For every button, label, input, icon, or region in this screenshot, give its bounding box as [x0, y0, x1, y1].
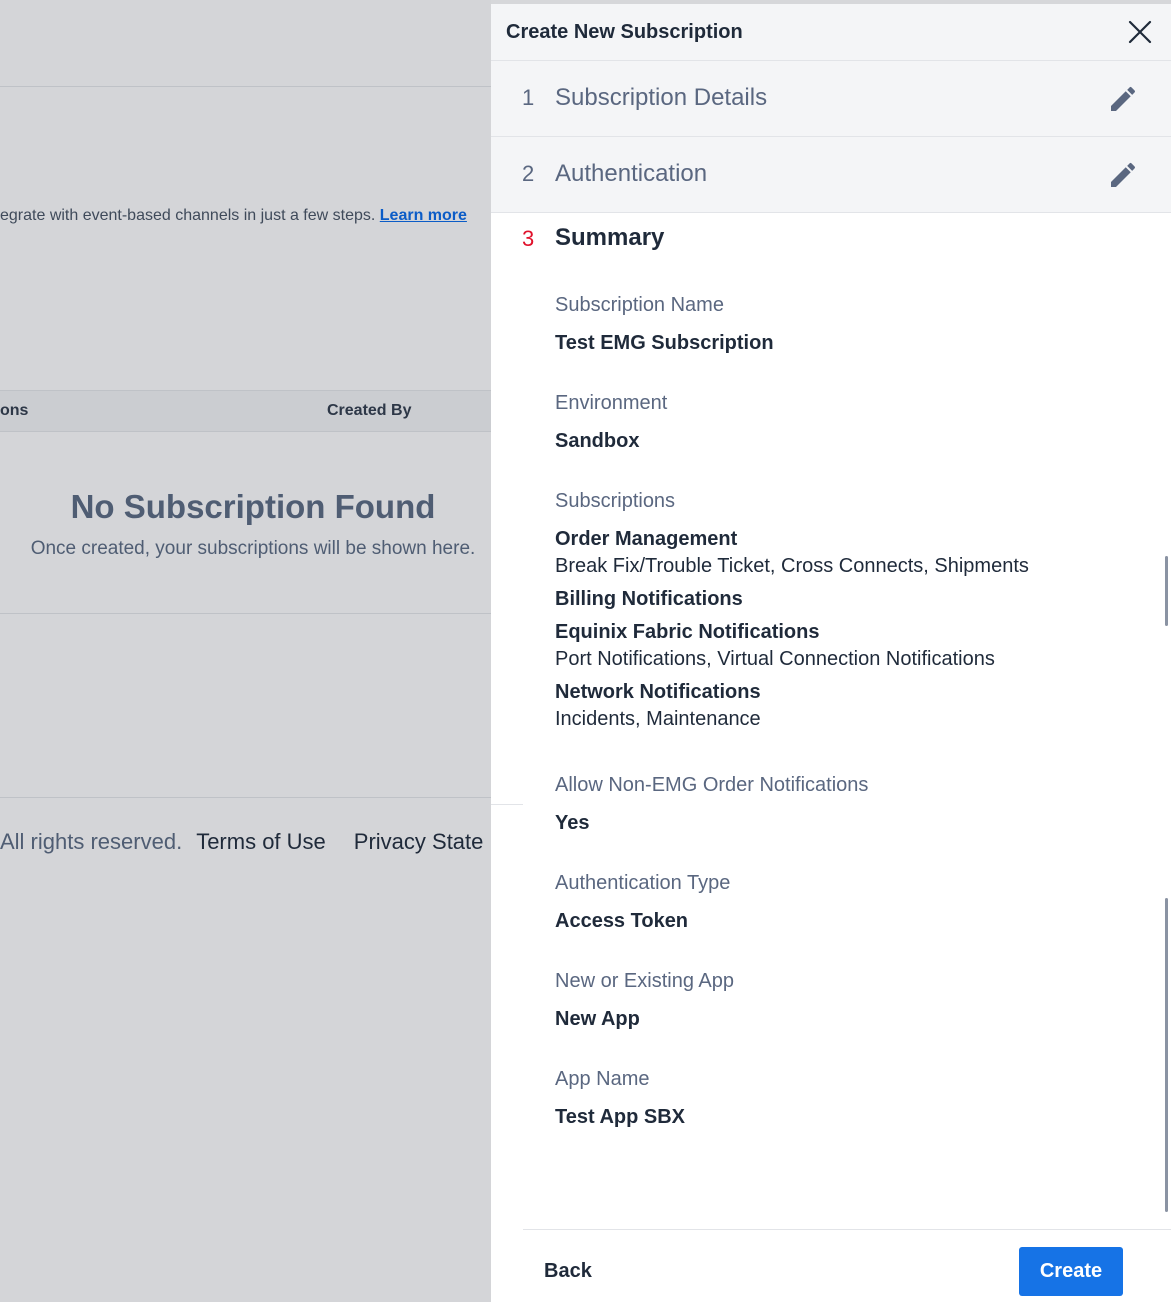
edit-authentication-button[interactable] [1107, 159, 1139, 191]
scrollbar-thumb[interactable] [1165, 556, 1168, 626]
page-footer [0, 829, 483, 855]
authentication-type-value: Access Token [555, 910, 689, 932]
subscription-group-name: Equinix Fabric Notifications [555, 621, 820, 643]
step-label-summary: Summary [555, 224, 665, 251]
edit-subscription-details-button[interactable] [1107, 83, 1139, 115]
subscription-group-name: Order Management [555, 528, 738, 550]
create-subscription-drawer [491, 4, 1171, 1302]
divider [0, 86, 491, 87]
authentication-type-label: Authentication Type [555, 872, 731, 894]
drawer-footer [523, 1229, 1171, 1302]
subscriptions-label: Subscriptions [555, 490, 676, 512]
drawer-title: Create New Subscription [506, 21, 743, 43]
subscription-group-detail: Break Fix/Trouble Ticket, Cross Connects, Shipments [555, 555, 1029, 577]
empty-state-title: No Subscription Found [70, 488, 436, 525]
allow-non-emg-label: Allow Non-EMG Order Notifications [555, 774, 869, 796]
subscription-group-name: Billing Notifications [555, 588, 743, 610]
intro-text-body: egrate with event-based channels in just a few steps. [0, 207, 380, 224]
environment-label: Environment [555, 392, 668, 414]
privacy-statement-link[interactable]: Privacy State [353, 829, 484, 854]
drawer-header [491, 4, 1171, 61]
app-name-value: Test App SBX [555, 1106, 686, 1128]
intro-text [0, 207, 467, 225]
close-button[interactable] [1125, 17, 1155, 47]
learn-more-link[interactable]: Learn more [379, 207, 467, 224]
copyright-text: All rights reserved. [0, 829, 183, 854]
step-authentication [491, 137, 1171, 213]
step-subscription-details [491, 61, 1171, 137]
table-header [0, 390, 491, 432]
subscription-name-label: Subscription Name [555, 294, 724, 316]
footer-divider [0, 797, 491, 798]
close-icon [1125, 17, 1155, 47]
pencil-icon [1107, 159, 1139, 191]
subscription-group-detail: Port Notifications, Virtual Connection Notifications [555, 648, 995, 670]
new-or-existing-app-value: New App [555, 1008, 640, 1030]
subscription-name-value: Test EMG Subscription [555, 332, 774, 354]
column-header-actions[interactable]: ons [0, 402, 29, 419]
step-label: Authentication [555, 160, 708, 187]
environment-value: Sandbox [555, 430, 640, 452]
subscription-group-name: Network Notifications [555, 681, 761, 703]
divider [491, 804, 523, 805]
column-header-created-by[interactable]: Created By [327, 402, 412, 419]
background-page [0, 0, 491, 1302]
empty-state-subtitle: Once created, your subscriptions will be shown here. [30, 538, 476, 559]
divider [0, 613, 491, 614]
step-label: Subscription Details [555, 84, 768, 111]
create-button[interactable]: Create [1019, 1247, 1123, 1296]
new-or-existing-app-label: New or Existing App [555, 970, 734, 992]
back-button[interactable]: Back [544, 1260, 592, 1282]
scrollbar-thumb[interactable] [1165, 898, 1168, 1212]
step-number-active: 3 [522, 226, 535, 251]
allow-non-emg-value: Yes [555, 812, 590, 834]
app-name-label: App Name [555, 1068, 650, 1090]
terms-of-use-link[interactable]: Terms of Use [196, 829, 326, 854]
subscription-group-detail: Incidents, Maintenance [555, 708, 761, 730]
step-number: 2 [522, 161, 535, 186]
step-number: 1 [522, 85, 535, 110]
pencil-icon [1107, 83, 1139, 115]
